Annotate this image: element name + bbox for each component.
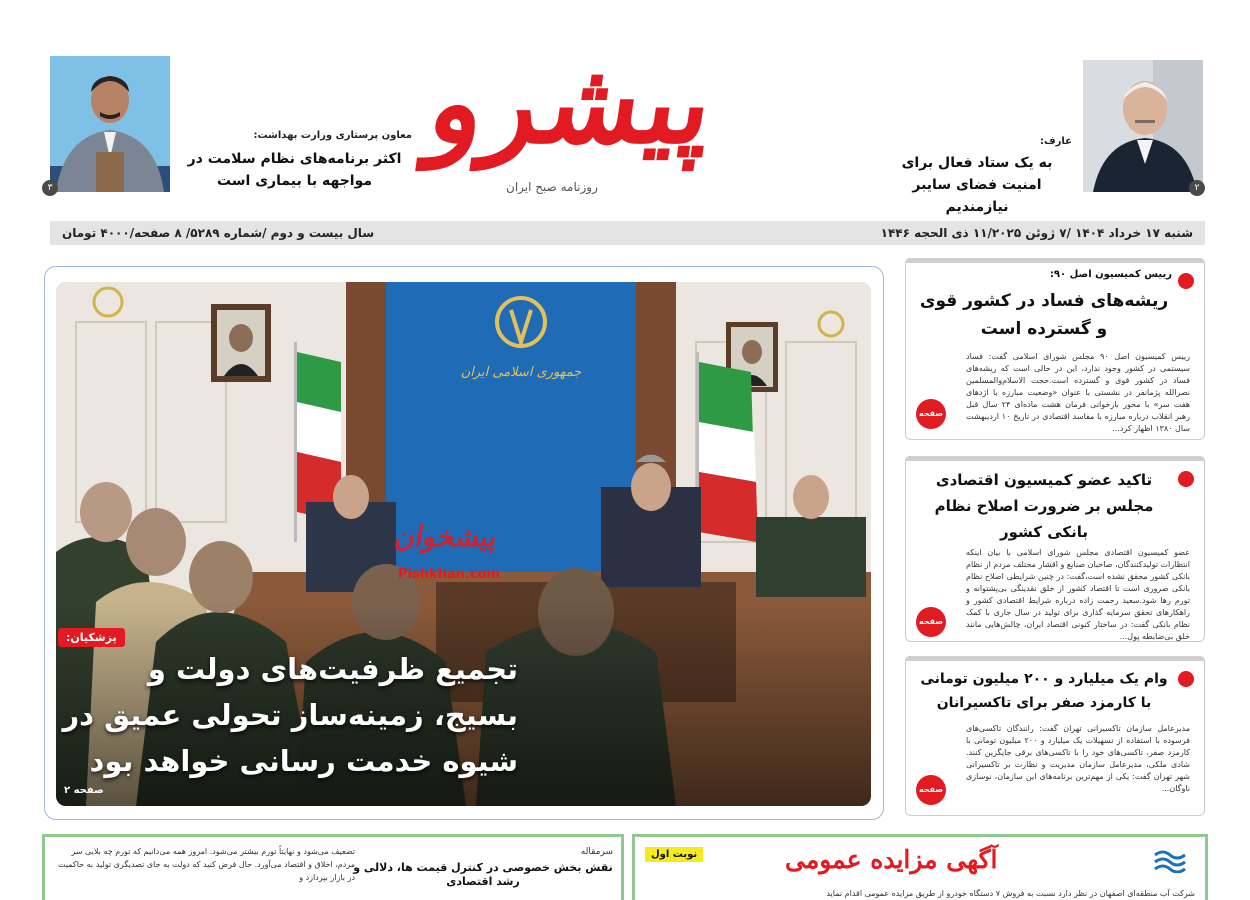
bullet-dot-icon [1178, 471, 1194, 487]
left-teaser[interactable] [42, 60, 412, 200]
right-teaser[interactable] [885, 60, 1205, 215]
story-kicker: رییس کمیسیون اصل ۹۰: [1049, 269, 1172, 280]
page-ref-badge[interactable]: صفحه ۲ [916, 399, 946, 429]
right-teaser-kicker: عارف: [1040, 136, 1072, 147]
logo-subtitle: روزنامه صبح ایران [506, 180, 598, 194]
editorial-box[interactable] [42, 834, 624, 900]
photo-sign-text: جمهوری اسلامی ایران [460, 365, 582, 380]
watermark-text: پیشخوان [392, 520, 501, 553]
logo-wordmark: پیشرو [422, 38, 722, 169]
left-teaser-headline: اکثر برنامه‌های نظام سلامت در مواجهه با بیماری است [187, 151, 402, 189]
page-ref-badge[interactable]: صفحه ۲ [916, 607, 946, 637]
side-story-2[interactable] [905, 456, 1205, 656]
left-teaser-kicker: معاون پرستاری وزارت بهداشت: [253, 130, 412, 141]
main-story-headline[interactable]: تجمیع ظرفیت‌های دولت و بسیج، زمینه‌ساز تحولی عمیق در شیوه خدمت رسانی خواهد بود [62, 652, 518, 778]
story-top-bar [905, 456, 1205, 461]
watermark-url: Pishkhan.com [398, 567, 501, 582]
bullet-dot-icon [1178, 671, 1194, 687]
editorial-text: تضعیف می‌شود و نهایتاً تورم بیشتر می‌شود. امروز همه می‌دانیم که تورم چه بلایی سر مردم، اخلاق و اقتصاد می‌آورد. حال فرض کنید که دولت به جای تصدیگری تولید به حاکمیت در بازار بپردازد و [58, 847, 355, 882]
story-headline: ریشه‌های فساد در کشور قوی و گسترده است [919, 291, 1169, 339]
main-story-page-ref[interactable]: صفحه ۲ [64, 785, 104, 796]
editorial-headline: نقش بخش خصوصی در کنترل قیمت ها، دلالی و رشد اقتصادی [353, 861, 613, 888]
ad-notice-tag: نوبت اول [645, 847, 703, 862]
issue-details: سال بیست و دوم /شماره ۵۲۸۹/ ۸ صفحه/۴۰۰۰ تومان [62, 226, 375, 240]
main-story-kicker: پزشکیان: [58, 628, 125, 647]
story-top-bar [905, 656, 1205, 661]
side-story-1[interactable] [905, 258, 1205, 448]
ad-box[interactable] [632, 834, 1208, 900]
story-headline: تاکید عضو کمیسیون اقتصادی مجلس بر ضرورت اصلاح نظام بانکی کشور [934, 471, 1154, 541]
bullet-dot-icon [1178, 273, 1194, 289]
editorial-section-label: سرمقاله [580, 847, 613, 857]
issue-date: شنبه ۱۷ خرداد ۱۴۰۴ /۷ ژوئن ۱۱/۲۰۲۵ ذی الحجه ۱۴۴۶ [880, 226, 1193, 240]
right-teaser-headline: به یک ستاد فعال برای امنیت فضای سایبر نیازمندیم [901, 155, 1053, 215]
right-teaser-photo [1083, 60, 1203, 192]
page-ref-badge[interactable]: صفحه ۴ [916, 775, 946, 805]
story-body: رییس کمیسیون اصل ۹۰ مجلس شورای اسلامی گفت: فساد سیستمی در کشور وجود ندارد، این در حالی است که ریشه‌های فساد در کشور قوی و گسترده است.حجت الاسلام‌والمسلمین نصرالله پژمانفر در نشستی با عنوان «وضعیت مبارزه با اژدهای هفت سر» با محور بازخوانی فرمان هشت ماده‌ای ۲۴ سال قبل رهبر انقلاب درباره مبارزه با مفاسد اقتصادی در تاریخ ۱۰ اردیبهشت سال ۱۳۸۰ اظهار کرد... [966, 352, 1191, 433]
left-teaser-photo [50, 56, 170, 192]
story-body: مدیرعامل سازمان تاکسیرانی تهران گفت: رانندگان تاکسی‌های فرسوده با استفاده از تسهیلات یک میلیارد و ۲۰۰ میلیون تومانی با کارمزد صفر، تاکسی‌های خود را با تاکسی‌های برقی جایگزین کنند. شادی ملکی، مدیرعامل سازمان مدیریت و نظارت بر تاکسیرانی شهر تهران گفت: یکی از مهم‌ترین برنامه‌های این سازمان، نوسازی ناوگان... [966, 724, 1190, 793]
ad-text: شرکت آب منطقه‌ای اصفهان در نظر دارد نسبت به فروش ۷ دستگاه خودرو از طریق مزایده عمومی اقدام نماید [826, 889, 1195, 898]
newspaper-logo[interactable] [422, 30, 722, 200]
side-story-3[interactable] [905, 656, 1205, 824]
water-company-logo-icon [1153, 845, 1187, 873]
left-teaser-page-badge: ۳ [42, 180, 58, 196]
ad-title: آگهی مزایده عمومی [785, 845, 998, 874]
story-top-bar [905, 258, 1205, 263]
story-body: عضو کمیسیون اقتصادی مجلس شورای اسلامی با بیان اینکه انتظارات تولیدکنندگان، صاحبان صنایع و اقشار مختلف مردم از نظام بانکی کشور محقق نشده است،گفت: در چنین شرایطی اصلاح نظام بانکی ضروری است تا اقتصاد کشور از خلق نقدینگی بی‌پشتوانه و تورم رها شود.سعید رحمت زاده درباره شرایط اقتصادی کشور و راهکارهای تحقق سرمایه گذاری برای تولید در سال جاری با کمک نظام بانکی گفت: در ساختار کنونی اقتصاد ایران، چالش‌هایی مانند خلق بی‌ضابطه پول... [966, 548, 1190, 641]
story-headline: وام یک میلیارد و ۲۰۰ میلیون تومانی با کارمزد صفر برای تاکسیرانان [920, 671, 1168, 711]
right-teaser-page-badge: ۲ [1189, 180, 1205, 196]
info-bar [50, 221, 1205, 245]
